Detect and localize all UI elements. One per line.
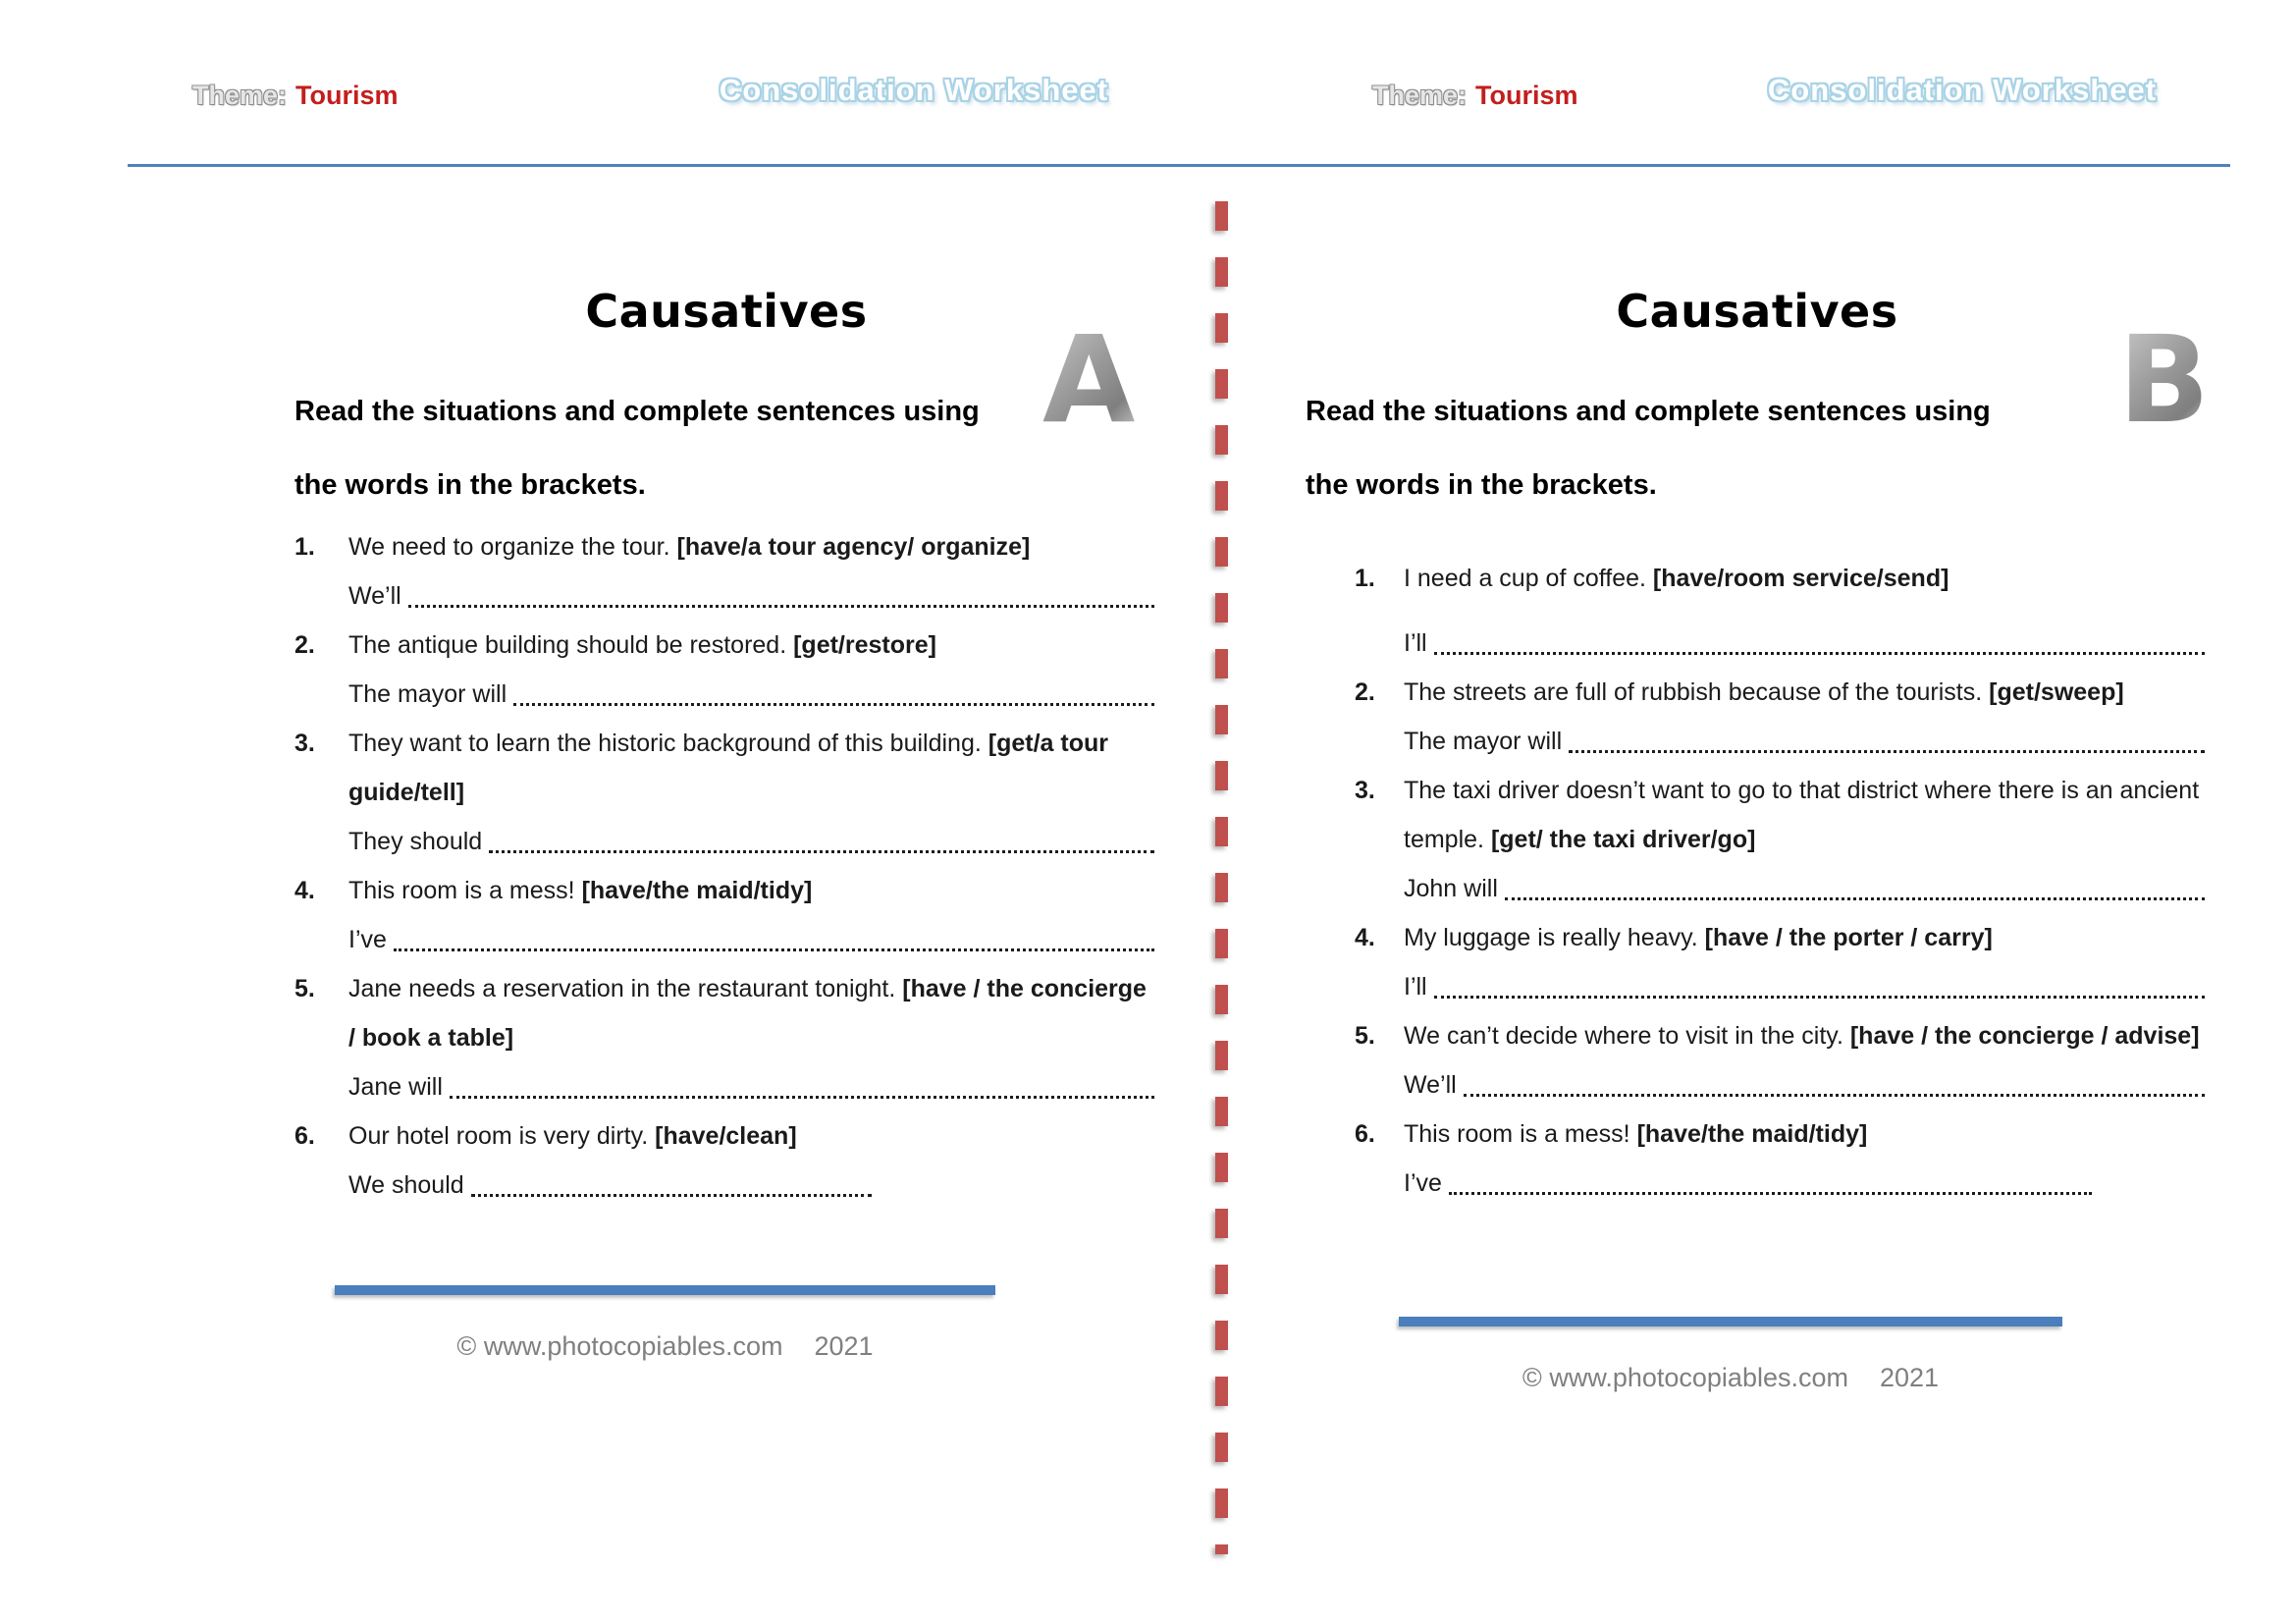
dotted-blank: [1464, 1094, 2205, 1097]
bracket-hint: [have / the porter / carry]: [1704, 924, 1993, 951]
item-number: 2.: [294, 631, 315, 659]
bracket-hint: [have/a tour agency/ organize]: [676, 533, 1031, 561]
instructions-line: the words in the brackets.: [294, 469, 646, 501]
answer-prefix: I’ve: [1404, 1169, 1442, 1197]
item-sentence: [348, 522, 1158, 571]
exercise-item: [1355, 913, 2209, 1011]
sentence-text: The taxi driver doesn’t want to go to that district where there is an ancient temple.: [1404, 777, 2200, 853]
item-sentence: [348, 1111, 1158, 1161]
exercise-item: [1355, 668, 2209, 766]
sentence-text: The antique building should be restored.: [348, 631, 787, 659]
answer-line: [1404, 717, 2209, 766]
cut-line-divider: [1215, 201, 1228, 1554]
item-number: 4.: [1355, 924, 1375, 951]
sentence-text: The streets are full of rubbish because of the tourists.: [1404, 678, 1983, 706]
variant-letter-a: A: [1042, 310, 1136, 450]
item-sentence: [348, 866, 1158, 915]
footer-year: 2021: [1879, 1363, 1940, 1392]
item-number: 1.: [294, 533, 315, 561]
dotted-blank: [1434, 996, 2205, 999]
bracket-hint: [have/the maid/tidy]: [1636, 1120, 1868, 1148]
answer-line: [1404, 619, 2209, 668]
bracket-hint: [get/ the taxi driver/go]: [1490, 826, 1756, 853]
exercise-item: [1355, 1011, 2209, 1110]
answer-prefix: The mayor will: [1404, 728, 1563, 755]
dotted-blank: [1505, 897, 2205, 900]
worksheet-a: [294, 265, 1158, 1210]
sentence-text: Jane needs a reservation in the restaurant tonight.: [348, 975, 896, 1002]
worksheet-title-left: Consolidation Worksheet: [719, 73, 1109, 107]
answer-line: [1404, 1159, 2096, 1208]
dotted-blank: [408, 605, 1154, 608]
item-sentence: [1404, 1110, 2209, 1159]
answer-line: [348, 571, 1158, 621]
answer-line: [1404, 1060, 2209, 1110]
dotted-blank: [1449, 1192, 2092, 1195]
dotted-blank: [394, 948, 1154, 951]
exercise-item: [294, 866, 1158, 964]
footer-rule-a: [335, 1285, 995, 1295]
worksheet-b: [1306, 265, 2209, 1208]
answer-line: [348, 670, 1158, 719]
dotted-blank: [1569, 750, 2205, 753]
copyright-text: © www.photocopiables.com: [1522, 1363, 1848, 1392]
answer-prefix: They should: [348, 828, 483, 855]
sentence-text: They want to learn the historic background of this building.: [348, 730, 982, 757]
exercise-item: [294, 621, 1158, 719]
sentence-text: We need to organize the tour.: [348, 533, 677, 561]
theme-label: Theme:: [192, 81, 288, 110]
item-sentence: [1404, 668, 2209, 717]
item-sentence: [1404, 554, 2209, 603]
sentence-text: We can’t decide where to visit in the city.: [1404, 1022, 1843, 1050]
bracket-hint: [have/room service/send]: [1652, 565, 1949, 592]
bracket-hint: [get/sweep]: [1989, 678, 2124, 706]
sentence-text: I need a cup of coffee.: [1404, 565, 1646, 592]
answer-prefix: I’ll: [1404, 629, 1427, 657]
sentence-text: My luggage is really heavy.: [1404, 924, 1698, 951]
answer-prefix: I’ve: [348, 926, 387, 953]
answer-prefix: Jane will: [348, 1073, 443, 1101]
answer-line: [348, 1161, 876, 1210]
exercise-list: [1306, 554, 2209, 1208]
answer-prefix: We should: [348, 1171, 464, 1199]
footer-rule-b: [1399, 1317, 2062, 1326]
bracket-hint: [have/the maid/tidy]: [581, 877, 813, 904]
item-number: 6.: [294, 1122, 315, 1150]
item-number: 3.: [1355, 777, 1375, 804]
sentence-text: This room is a mess!: [348, 877, 575, 904]
variant-letter-b: B: [2118, 310, 2210, 450]
exercise-item: [1355, 766, 2209, 913]
bracket-hint: [have / the concierge / book a table]: [348, 975, 1147, 1052]
sentence-text: This room is a mess!: [1404, 1120, 1630, 1148]
answer-line: [348, 1062, 1158, 1111]
item-number: 5.: [1355, 1022, 1375, 1050]
page-title: Causatives: [1616, 285, 1898, 338]
exercise-item: [294, 1111, 1158, 1210]
item-sentence: [1404, 766, 2209, 864]
answer-prefix: We’ll: [1404, 1071, 1457, 1099]
theme-heading-left: [192, 81, 399, 111]
bracket-hint: [have/clean]: [655, 1122, 797, 1150]
theme-heading-right: [1372, 81, 1578, 111]
dotted-blank: [450, 1096, 1154, 1099]
answer-line: [1404, 864, 2209, 913]
theme-label: Theme:: [1372, 81, 1468, 110]
answer-line: [1404, 962, 2209, 1011]
footer-credit-a: [335, 1331, 995, 1362]
exercise-item: [1355, 1110, 2209, 1208]
item-number: 2.: [1355, 678, 1375, 706]
worksheet-title-right: Consolidation Worksheet: [1767, 73, 2158, 107]
answer-prefix: John will: [1404, 875, 1498, 902]
item-sentence: [348, 621, 1158, 670]
item-number: 4.: [294, 877, 315, 904]
dotted-blank: [471, 1194, 872, 1197]
page-title: Causatives: [585, 285, 868, 338]
exercise-item: [1355, 554, 2209, 668]
footer-year: 2021: [814, 1331, 874, 1361]
theme-value: Tourism: [295, 81, 399, 110]
exercise-list: [294, 522, 1158, 1210]
instructions-line: the words in the brackets.: [1306, 469, 1657, 501]
instructions-line: Read the situations and complete sentences using: [294, 396, 980, 427]
answer-line: [348, 915, 1158, 964]
item-sentence: [1404, 913, 2209, 962]
exercise-item: [294, 719, 1158, 866]
item-sentence: [1404, 1011, 2209, 1060]
exercise-item: [294, 522, 1158, 621]
bracket-hint: [get/a tour guide/tell]: [348, 730, 1108, 806]
answer-prefix: I’ll: [1404, 973, 1427, 1001]
answer-prefix: We’ll: [348, 582, 401, 610]
sentence-text: Our hotel room is very dirty.: [348, 1122, 649, 1150]
instructions-line: Read the situations and complete sentences using: [1306, 396, 1991, 427]
item-number: 5.: [294, 975, 315, 1002]
bracket-hint: [have / the concierge / advise]: [1849, 1022, 2200, 1050]
item-sentence: [348, 719, 1158, 817]
answer-line: [348, 817, 1158, 866]
item-number: 6.: [1355, 1120, 1375, 1148]
exercise-item: [294, 964, 1158, 1111]
item-sentence: [348, 964, 1158, 1062]
footer-credit-b: [1399, 1363, 2062, 1393]
item-number: 1.: [1355, 565, 1375, 592]
dotted-blank: [1434, 652, 2205, 655]
instructions: [294, 375, 1158, 522]
theme-value: Tourism: [1475, 81, 1578, 110]
bracket-hint: [get/restore]: [793, 631, 936, 659]
item-number: 3.: [294, 730, 315, 757]
instructions: [1306, 375, 2209, 522]
copyright-text: © www.photocopiables.com: [456, 1331, 783, 1361]
dotted-blank: [489, 850, 1154, 853]
dotted-blank: [513, 703, 1154, 706]
header-rule: [128, 164, 2230, 167]
answer-prefix: The mayor will: [348, 680, 507, 708]
